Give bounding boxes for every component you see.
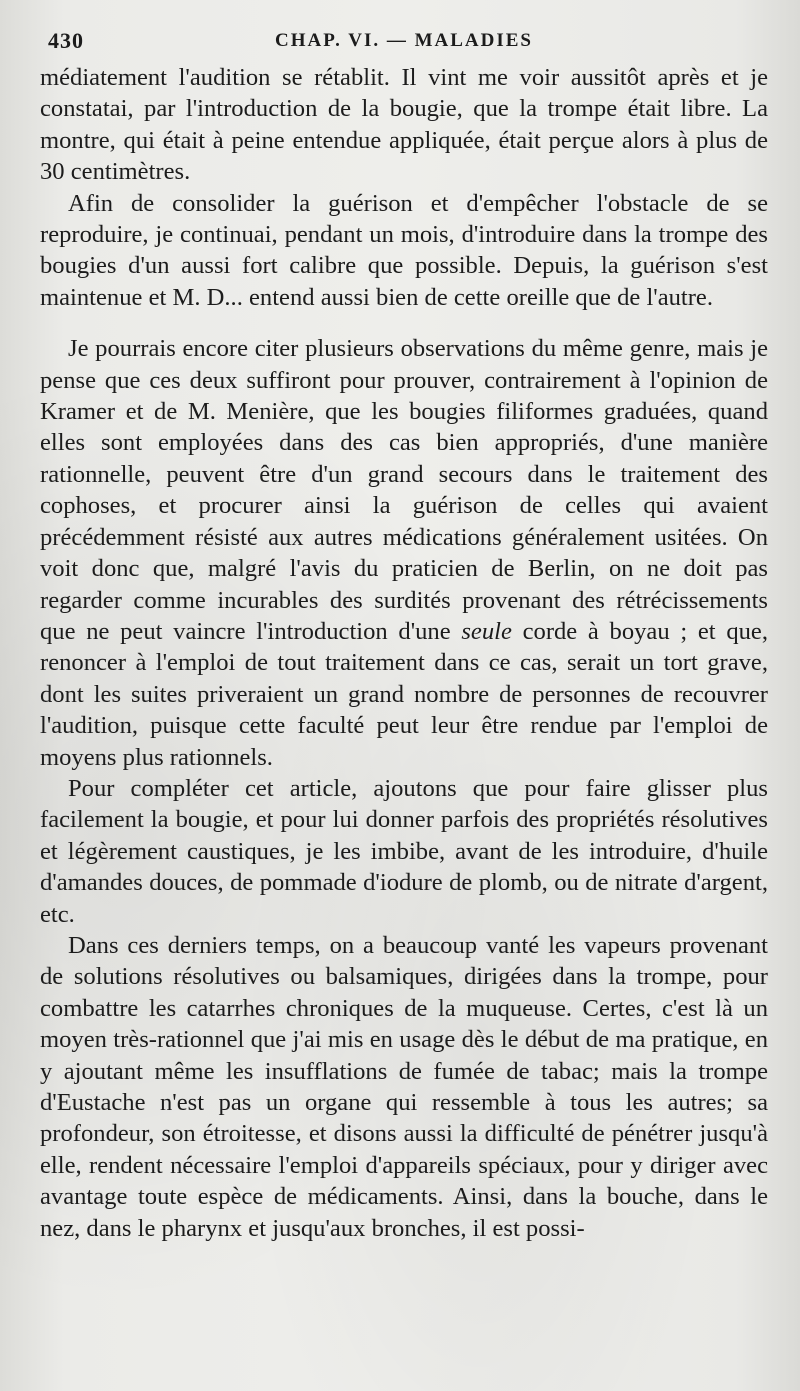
chapter-title: CHAP. VI. — MALADIES — [274, 30, 533, 51]
emphasis-word: seule — [461, 617, 512, 645]
paragraph-consolidation: Afin de consolider la guérison et d'empêcher l'obstacle de se reproduire, je continuai, pendant un mois, d'introduire dans la trompe des bougies d'un aussi fort calibre que possible. Depuis, la guérison s'est maintenue et M. D... entend aussi bien de cette oreille que de l'autre. — [40, 189, 768, 311]
running-head — [40, 28, 768, 62]
paragraph-completion: Pour compléter cet article, ajoutons que pour faire glisser plus facilement la bougie, et pour lui donner parfois des propriétés résolutives et légèrement caustiques, je les imbibe, avant de les introduire, d'huile d'amandes douces, de pommade d'iodure de plomb, ou de nitrate d'argent, etc. — [40, 774, 768, 928]
paragraph-text-after-emphasis: corde à boyau ; et que, renoncer à l'emploi de tout traitement dans ce cas, serait un tort grave, dont les suites priveraient un grand nombre de personnes de recouvrer l'audition, puisque cette faculté peut leur être rendue par l'emploi de moyens plus rationnels. — [40, 617, 768, 771]
body-text — [40, 62, 768, 1244]
paragraph-vapours: Dans ces derniers temps, on a beaucoup vanté les vapeurs provenant de solutions résolutives ou balsamiques, dirigées dans la trompe, pour combattre les catarrhes chroniques de la muqueuse. Certes, c'est là un moyen très-rationnel que j'ai mis en usage dès le début de ma pratique, en y ajoutant même les insufflations de fumée de tabac; mais la trompe d'Eustache n'est pas un organe qui ressemble à tous les autres; sa profondeur, son étroitesse, et disons aussi la difficulté de pénétrer jusqu'à elle, rendent nécessaire l'emploi d'appareils spéciaux, pour y diriger avec avantage toute espèce de médicaments. Ainsi, dans la bouche, dans le nez, dans le pharynx et jusqu'aux bronches, il est possi- — [40, 931, 768, 1242]
paragraph-observations — [40, 333, 768, 773]
page-number: 430 — [48, 28, 84, 53]
paragraph-text-before-emphasis: Je pourrais encore citer plusieurs observations du même genre, mais je pense que ces deux suffiront pour prouver, contrairement à l'opinion de Kramer et de M. Menière, que les bougies filiformes graduées, quand elles sont employées dans des cas bien appropriés, d'une manière rationnelle, peuvent être d'un grand secours dans le traitement des cophoses, et procurer ainsi la guérison de celles qui avaient précédemment résisté aux autres médications généralement usitées. On voit donc que, malgré l'avis du praticien de Berlin, on ne doit pas regarder comme incurables des surdités provenant des rétrécissements que ne peut vaincre l'introduction d'une — [40, 335, 768, 645]
paragraph-continuation: médiatement l'audition se rétablit. Il vint me voir aussitôt après et je constatai, par l'introduction de la bougie, que la trompe était libre. La montre, qui était à peine entendue appliquée, était perçue alors à plus de 30 centimètres. — [40, 64, 768, 186]
